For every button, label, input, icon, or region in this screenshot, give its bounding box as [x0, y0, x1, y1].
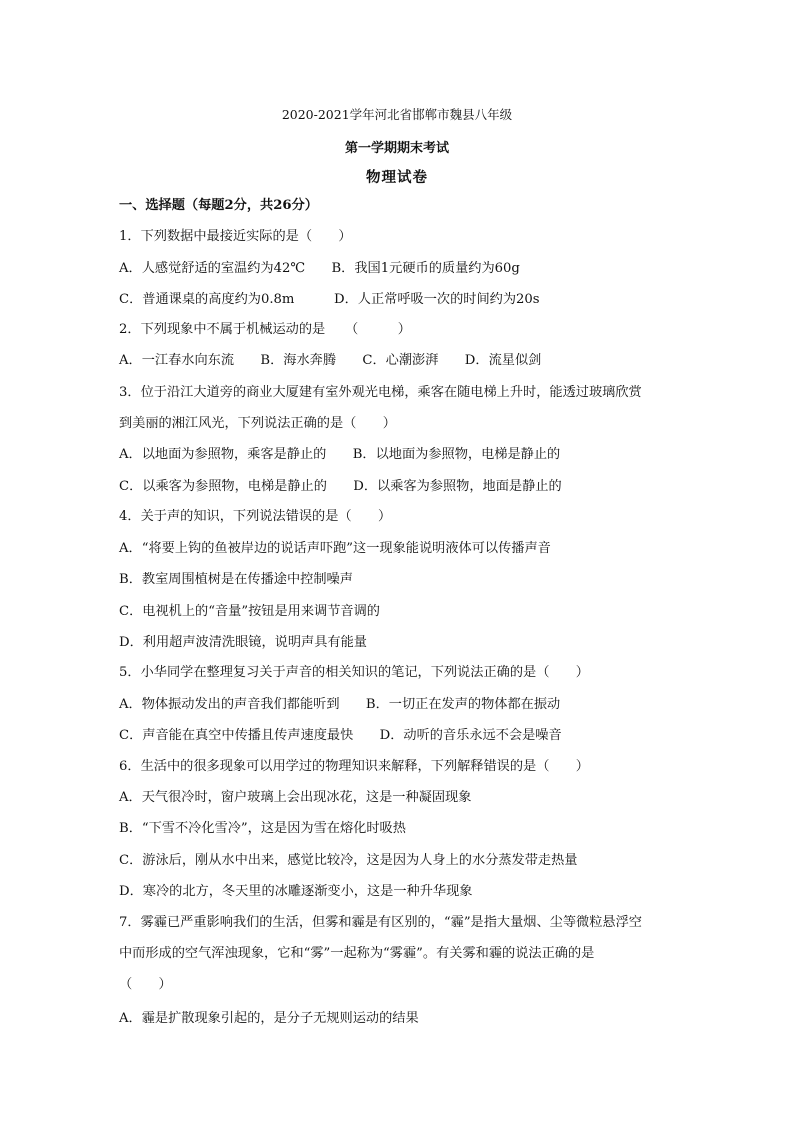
question-3-stem-line1: 3．位于沿江大道旁的商业大厦建有室外观光电梯，乘客在随电梯上升时，能透过玻璃欣赏 [119, 385, 642, 400]
question-4-option-d: D．利用超声波清洗眼镜，说明声具有能量 [119, 635, 367, 650]
question-6-option-b: B．“下雪不冷化雪冷”，这是因为雪在熔化时吸热 [119, 821, 406, 836]
question-2-stem: 2．下列现象中不属于机械运动的是 （ ） [119, 322, 411, 337]
question-2-options: A．一江春水向东流 B．海水奔腾 C．心潮澎湃 D．流星似剑 [119, 353, 542, 368]
question-6-option-c: C．游泳后，刚从水中出来，感觉比较冷，这是因为人身上的水分蒸发带走热量 [119, 853, 578, 868]
exam-title-line2: 第一学期期末考试 [344, 141, 449, 156]
question-7-stem-line1: 7．雾霾已严重影响我们的生活，但雾和霾是有区别的，“霾”是指大量烟、尘等微粒悬浮空 [119, 915, 642, 930]
question-3-options-cd: C．以乘客为参照物，电梯是静止的 D．以乘客为参照物，地面是静止的 [119, 479, 562, 494]
question-4-option-c: C．电视机上的“音量”按钮是用来调节音调的 [119, 604, 380, 619]
question-1-stem: 1．下列数据中最接近实际的是（ ） [119, 229, 352, 244]
question-7-stem-line2: 中而形成的空气浑浊现象，它和“雾”一起称为“雾霾”。有关雾和霾的说法正确的是 [119, 946, 595, 961]
question-7-stem-line3: （ ） [119, 977, 172, 992]
question-5-options-cd: C．声音能在真空中传播且传声速度最快 D．动听的音乐永远不会是噪音 [119, 728, 562, 743]
question-5-options-ab: A．物体振动发出的声音我们都能听到 B．一切正在发声的物体都在振动 [119, 697, 561, 712]
question-5-stem: 5．小华同学在整理复习关于声音的相关知识的笔记，下列说法正确的是（ ） [119, 665, 589, 680]
question-6-option-a: A．天气很冷时，窗户玻璃上会出现冰花，这是一种凝固现象 [119, 790, 472, 805]
question-3-stem-line2: 到美丽的湘江风光，下列说法正确的是（ ） [119, 416, 396, 431]
question-6-stem: 6．生活中的很多现象可以用学过的物理知识来解释，下列解释错误的是（ ） [119, 759, 589, 774]
exam-title-subject: 物理试卷 [366, 169, 428, 186]
question-3-options-ab: A．以地面为参照物，乘客是静止的 B．以地面为参照物，电梯是静止的 [119, 447, 561, 462]
question-4-option-b: B．教室周围植树是在传播途中控制噪声 [119, 572, 353, 587]
question-4-option-a: A．“将要上钩的鱼被岸边的说话声吓跑”这一现象能说明液体可以传播声音 [119, 541, 551, 556]
exam-title-line1: 2020-2021学年河北省邯郸市魏县八年级 [281, 107, 513, 122]
section-heading-choice: 一、选择题（每题2分，共26分） [119, 198, 318, 213]
question-1-options-ab: A．人感觉舒适的室温约为42℃ B．我国1元硬币的质量约为60g [119, 261, 520, 276]
question-1-options-cd: C．普通课桌的高度约为0.8m D．人正常呼吸一次的时间约为20s [119, 292, 540, 307]
question-6-option-d: D．寒冷的北方，冬天里的冰雕逐渐变小，这是一种升华现象 [119, 884, 473, 899]
question-4-stem: 4．关于声的知识，下列说法错误的是（ ） [119, 509, 392, 524]
question-7-option-a: A．霾是扩散现象引起的，是分子无规则运动的结果 [119, 1011, 419, 1026]
